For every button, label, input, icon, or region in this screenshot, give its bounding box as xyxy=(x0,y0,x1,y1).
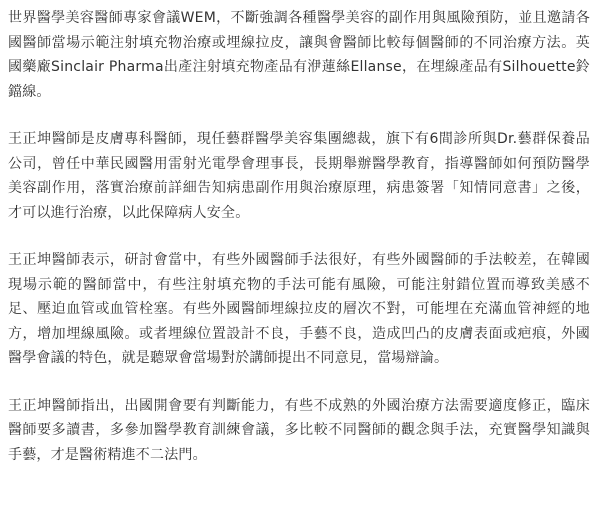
paragraph-doctor-profile: 王正坤醫師是皮膚專科醫師，現任藝群醫學美容集團總裁，旗下有6間診所與Dr.藝群保養品公司，曾任中華民國醫用雷射光電學會理事長，長期舉辦醫學教育，指導醫師如何預防醫學美容副作用，落實治療前詳細告知病患副作用與治療原理，病患簽署「知情同意書」之後，才可以進行治療，以此保障病人安全。 xyxy=(8,131,590,221)
paragraph-conclusion: 王正坤醫師指出，出國開會要有判斷能力，有些不成熟的外國治療方法需要適度修正，臨床醫師要多讀書，多參加醫學教育訓練會議，多比較不同醫師的觀念與手法，充實醫學知識與手藝，才是醫術精進不二法門。 xyxy=(8,397,590,463)
paragraph-conference-observations: 王正坤醫師表示，研討會當中，有些外國醫師手法很好，有些外國醫師的手法較差，在韓國現場示範的醫師當中，有些注射填充物的手法可能有風險，可能注射錯位置而導致美感不足、壓迫血管或血管栓塞。有些外國醫師埋線拉皮的層次不對，可能埋在充滿血管神經的地方，增加埋線風險。或者埋線位置設計不良，手藝不良，造成凹凸的皮膚表面或疤痕，外國醫學會議的特色，就是聽眾會當場對於講師提出不同意見，當場辯論。 xyxy=(8,252,590,366)
paragraph-wem-conference: 世界醫學美容醫師專家會議WEM，不斷強調各種醫學美容的副作用與風險預防，並且邀請各國醫師當場示範注射填充物治療或埋線拉皮，讓與會醫師比較每個醫師的不同治療方法。英國藥廠Sinclair Pharma出產注射填充物產品有洢蓮絲Ellanse，在埋線產品有Silhouette鈴鐺線。 xyxy=(8,10,590,100)
article-body xyxy=(8,6,590,467)
